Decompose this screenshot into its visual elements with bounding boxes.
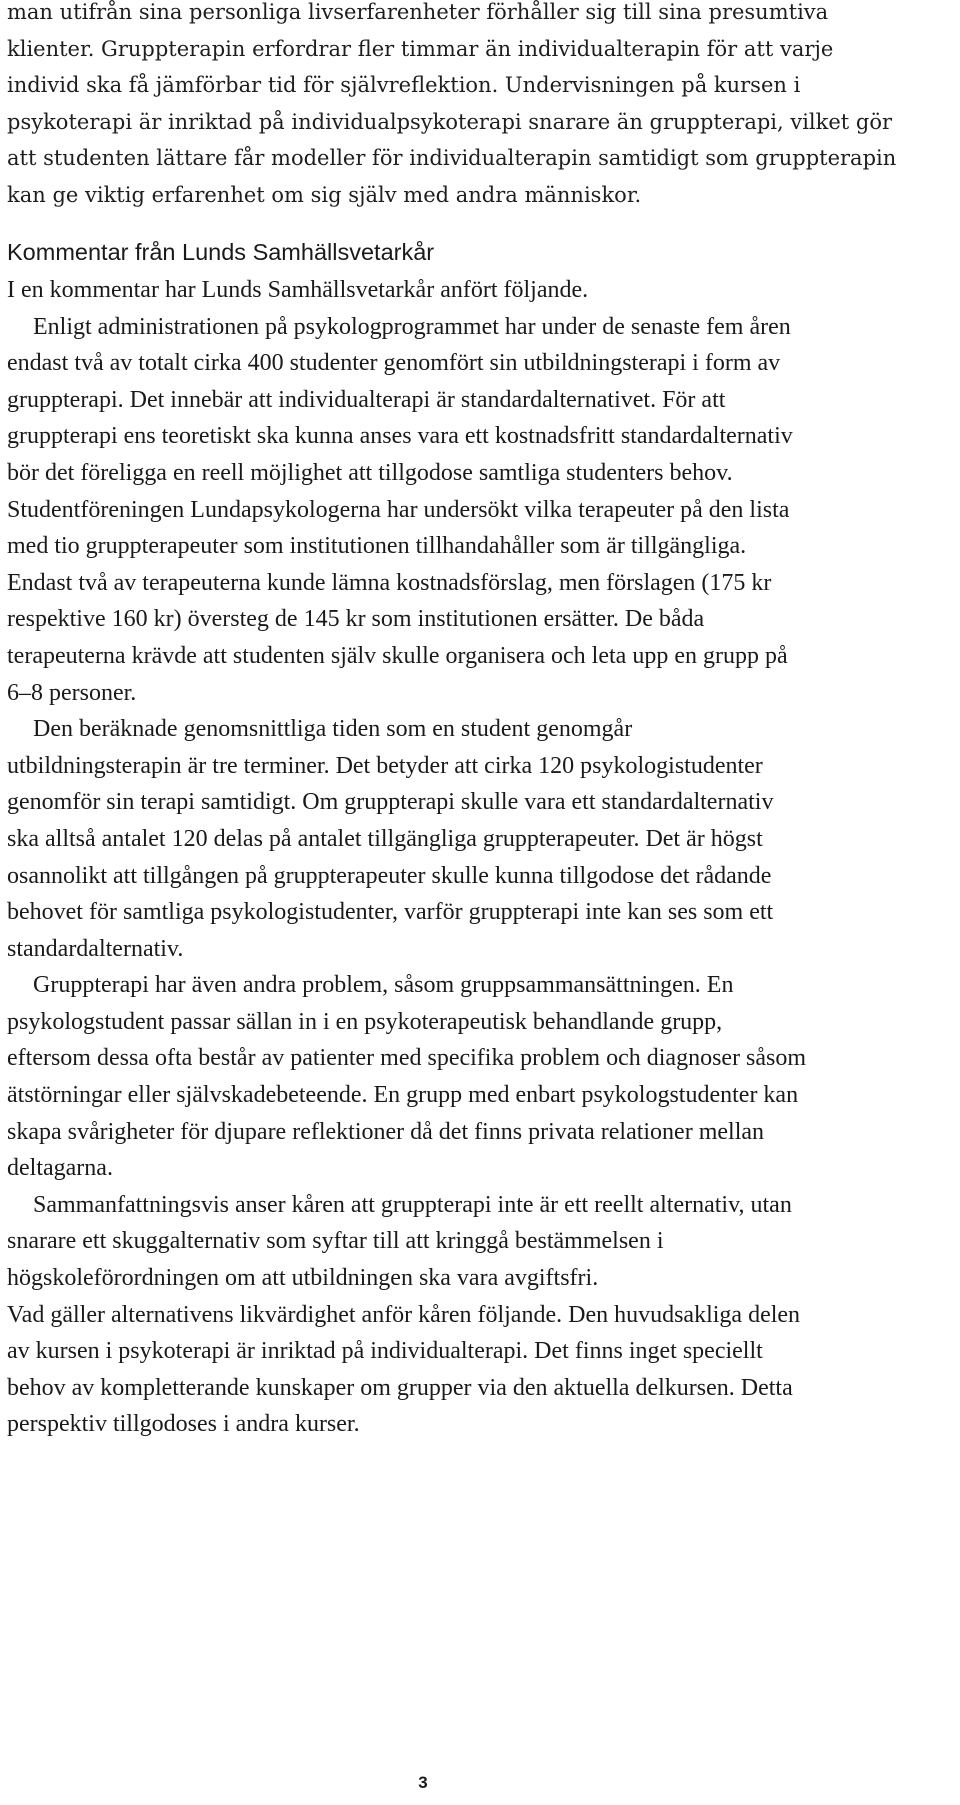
- body-line: gruppterapi ens teoretiskt ska kunna anses vara ett kostnadsfritt standardalternativ: [7, 423, 793, 450]
- body-line: endast två av totalt cirka 400 studenter genomfört sin utbildningsterapi i form av: [7, 350, 781, 377]
- intro-line: individ ska få jämförbar tid för självreflektion. Undervisningen på kursen i: [7, 73, 801, 97]
- body-line: Vad gäller alternativens likvärdighet anför kåren följande. Den huvudsakliga delen: [7, 1301, 801, 1328]
- intro-line: kan ge viktig erfarenhet om sig själv med andra människor.: [7, 182, 642, 207]
- body-line: Gruppterapi har även andra problem, såsom gruppsammansättningen. En: [33, 972, 734, 999]
- body-line: terapeuterna krävde att studenten själv skulle organisera och leta upp en grupp på: [7, 642, 788, 669]
- body-line: Endast två av terapeuterna kunde lämna kostnadsförslag, men förslagen (175 kr: [7, 569, 772, 596]
- body-line: Den beräknade genomsnittliga tiden som en student genomgår: [33, 716, 633, 743]
- intro-line: psykoterapi är inriktad på individualpsykoterapi snarare än gruppterapi, vilket gör: [7, 109, 893, 134]
- page-number: 3: [418, 1773, 428, 1792]
- body-line: ska alltså antalet 120 delas på antalet tillgängliga gruppterapeuter. Det är högst: [7, 825, 763, 852]
- body-line: Studentföreningen Lundapsykologerna har undersökt vilka terapeuter på den lista: [7, 496, 790, 523]
- body-line: osannolikt att tillgången på gruppterapeuter skulle kunna tillgodose det rådande: [7, 862, 772, 889]
- body-line: standardalternativ.: [7, 935, 184, 962]
- body-line: perspektiv tillgodoses i andra kurser.: [7, 1411, 360, 1438]
- intro-paragraph: [7, 0, 942, 213]
- body-line: Sammanfattningsvis anser kåren att gruppterapi inte är ett reellt alternativ, utan: [33, 1191, 792, 1218]
- body-line: 6–8 personer.: [7, 679, 137, 706]
- intro-line: man utifrån sina personliga livserfarenheter förhåller sig till sina presumtiva: [7, 0, 829, 24]
- body-line: snarare ett skuggalternativ som syftar till att kringgå bestämmelsen i: [7, 1228, 664, 1255]
- body-line: Enligt administrationen på psykologprogrammet har under de senaste fem åren: [33, 313, 791, 340]
- body-line: av kursen i psykoterapi är inriktad på individualterapi. Det finns inget speciellt: [7, 1338, 763, 1365]
- body-line: högskoleförordningen om att utbildningen ska vara avgiftsfri.: [7, 1265, 599, 1292]
- body-line: behovet för samtliga psykologistudenter, varför gruppterapi inte kan ses som ett: [7, 899, 774, 926]
- body-line: behov av kompletterande kunskaper om grupper via den aktuella delkursen. Detta: [7, 1374, 793, 1401]
- body-line: med tio gruppterapeuter som institutionen tillhandahåller som är tillgängliga.: [7, 533, 747, 560]
- body-line: respektive 160 kr) översteg de 145 kr som institutionen ersätter. De båda: [7, 606, 705, 633]
- body-line: psykologstudent passar sällan in i en psykoterapeutisk behandlande grupp,: [7, 1008, 723, 1035]
- body-line: eftersom dessa ofta består av patienter med specifika problem och diagnoser såsom: [7, 1045, 807, 1072]
- section-heading: Kommentar från Lunds Samhällsvetarkår: [7, 239, 435, 265]
- body-line: gruppterapi. Det innebär att individualterapi är standardalternativet. För att: [7, 386, 726, 413]
- body-line: genomför sin terapi samtidigt. Om gruppterapi skulle vara ett standardalternativ: [7, 789, 774, 816]
- body-line: I en kommentar har Lunds Samhällsvetarkår anfört följande.: [7, 277, 589, 303]
- body-line: skapa svårigheter för djupare reflektioner då det finns privata relationer mellan: [7, 1118, 765, 1145]
- section-body: [7, 272, 947, 1443]
- body-line: deltagarna.: [7, 1155, 113, 1182]
- body-line: ätstörningar eller självskadebeteende. En grupp med enbart psykologstudenter kan: [7, 1082, 799, 1109]
- intro-line: klienter. Gruppterapin erfordrar fler timmar än individualterapin för att varje: [7, 36, 834, 61]
- body-line: bör det föreligga en reell möjlighet att tillgodose samtliga studenters behov.: [7, 459, 733, 486]
- body-line: utbildningsterapin är tre terminer. Det betyder att cirka 120 psykologistudenter: [7, 752, 763, 779]
- intro-line: att studenten lättare får modeller för individualterapin samtidigt som gruppterapin: [7, 146, 897, 170]
